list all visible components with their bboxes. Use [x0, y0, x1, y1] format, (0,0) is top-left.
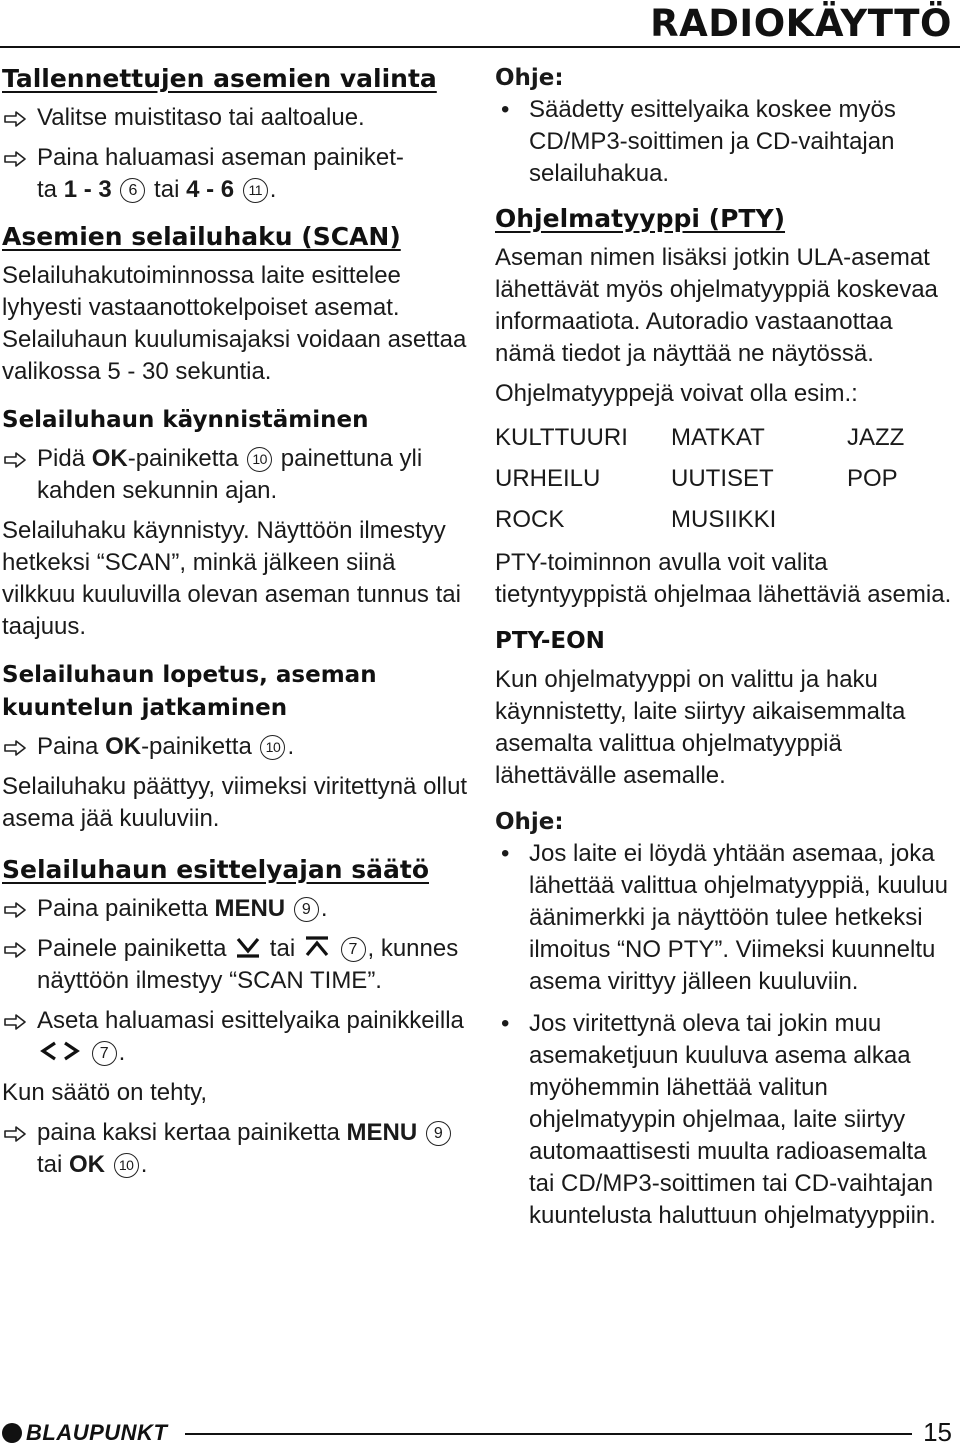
arrow-icon [4, 111, 26, 127]
pty-eon-description: Kun ohjelmatyyppi on valittu ja haku käynnistetty, laite siirtyy aikaisemmalta asemalta valittua ohjelmatyyppiä lähettävälle asemalle. [495, 666, 906, 789]
step-text: Valitse muistitaso tai aaltoalue. [37, 104, 365, 131]
arrow-icon [4, 151, 26, 167]
step-text: . [320, 895, 328, 922]
callout-number: 7 [341, 937, 366, 962]
page-header-title: RADIOKÄYTTÖ [650, 2, 952, 45]
note-list [495, 94, 957, 190]
scan-stop-description: Selailuhaku päättyy, viimeksi viritettynä ollut asema jää kuuluviin. [2, 773, 468, 832]
brand-name: BLAUPUNKT [26, 1420, 168, 1445]
list-item: • Säädetty esittelyaika koskee myös CD/MP3-soittimen ja CD-vaihtajan selailuhakua. [495, 94, 957, 190]
step-text: Aseta haluamasi esittelyaika painikkeilla [37, 1007, 464, 1034]
stored-stations-heading: Tallennettujen asemien valinta [2, 64, 437, 93]
right-column [495, 62, 957, 1244]
callout-number: 9 [426, 1121, 451, 1146]
step-text: . [140, 1151, 148, 1178]
ok-key: OK [69, 1151, 106, 1178]
scan-start-heading: Selailuhaun käynnistäminen [2, 407, 369, 433]
step-text: tai [37, 1151, 70, 1178]
pty-function-text: PTY-toiminnon avulla voit valita tietyntyyppistä ohjelmaa lähettäviä asemia. [495, 549, 952, 608]
step-text: paina kaksi kertaa painiketta [37, 1119, 347, 1146]
preset-keys-1-3: 1 - 3 [63, 176, 112, 203]
table-cell: URHEILU [495, 465, 601, 492]
page-number: 15 [923, 1417, 952, 1447]
pty-examples-intro: Ohjelmatyyppejä voivat olla esim.: [495, 380, 858, 407]
step-text: Paina [37, 733, 106, 760]
table-cell: JAZZ [847, 424, 905, 451]
table-cell: MUSIIKKI [671, 506, 777, 533]
arrow-icon [4, 740, 26, 756]
step-text: painettuna yli kahden sekunnin ajan. [37, 445, 423, 504]
callout-number: 7 [92, 1041, 117, 1066]
scan-heading: Asemien selailuhaku (SCAN) [2, 222, 401, 251]
pty-description: Aseman nimen lisäksi jotkin ULA-asemat lähettävät myös ohjelmatyyppiä koskevaa informaatiota. Autoradio vastaanottaa nämä tiedot ja näyttää ne näytössä. [495, 244, 938, 367]
note-heading: Ohje: [495, 65, 564, 91]
step-text: . [287, 733, 295, 760]
callout-number: 6 [120, 178, 145, 203]
table-row [495, 459, 904, 500]
callout-number: 10 [260, 735, 285, 760]
note-heading: Ohje: [495, 809, 564, 835]
step-press-menu [2, 893, 470, 925]
step-text: ta [37, 176, 64, 203]
step-text: Paina painiketta [37, 895, 215, 922]
up-arrow-key-icon [304, 936, 330, 958]
table-cell: KULTTUURI [495, 424, 628, 451]
callout-number: 9 [294, 897, 319, 922]
note-list [495, 838, 957, 1232]
step-text: tai [147, 176, 187, 203]
menu-key: MENU [214, 895, 286, 922]
callout-number: 10 [114, 1153, 139, 1178]
arrow-icon [4, 452, 26, 468]
after-setting-text: Kun säätö on tehty, [2, 1079, 208, 1106]
step-text: . [118, 1039, 126, 1066]
step-text: tai [263, 935, 302, 962]
step-text: Paina haluamasi aseman painiket- [37, 144, 404, 171]
step-select-memory-level [2, 102, 470, 134]
step-press-preset [2, 142, 470, 206]
step-text: Painele painiketta [37, 935, 234, 962]
arrow-icon [4, 1126, 26, 1142]
scan-time-heading: Selailuhaun esittelyajan säätö [2, 855, 429, 884]
table-cell: POP [847, 465, 898, 492]
list-item: • Jos laite ei löydä yhtään asemaa, joka lähettää valittua ohjelmatyyppiä, kuuluu äänimerkki ja näyttöön tulee hetkeksi ilmoitus “NO PTY”. Viimeksi kuunneltu asema virittyy jälleen kuuluviin. [495, 838, 957, 998]
step-text: -painiketta [127, 445, 246, 472]
table-cell: MATKAT [671, 424, 765, 451]
step-press-ok [2, 731, 470, 763]
scan-description: Selailuhakutoiminnossa laite esittelee lyhyesti vastaanottokelpoiset asemat. Selailuhaun kuulumisajaksi voidaan asettaa valikossa 5 - 30 sekuntia. [2, 262, 467, 385]
step-hold-ok [2, 443, 470, 507]
step-text: -painiketta [141, 733, 259, 760]
step-set-time [2, 1005, 470, 1069]
pty-eon-heading: PTY-EON [495, 628, 605, 654]
step-text: . [269, 176, 277, 203]
left-column [2, 62, 470, 1189]
callout-number: 10 [247, 447, 272, 472]
arrow-icon [4, 942, 26, 958]
table-row [495, 418, 904, 459]
callout-number: 11 [243, 178, 268, 203]
scan-stop-heading: Selailuhaun lopetus, aseman kuuntelun jatkaminen [2, 662, 377, 721]
list-item: • Jos viritettynä oleva tai jokin muu asemaketjuun kuuluva asema alkaa myöhemmin lähettää valitun ohjelmatyypin ohjelmaa, laite siirtyy automaattisesti muulta radioasemalta tai CD/MP3-soittimen tai CD-vaihtajan kuuntelusta haluttuun ohjelmatyyppiin. [495, 1008, 957, 1232]
step-press-up-down [2, 933, 470, 997]
logo-dot-icon [2, 1423, 22, 1443]
scan-start-description: Selailuhaku käynnistyy. Näyttöön ilmestyy hetkeksi “SCAN”, minkä jälkeen siinä vilkkuu kuuluvilla olevan aseman tunnus tai taajuus. [2, 517, 461, 640]
down-arrow-key-icon [235, 936, 261, 958]
header-rule [0, 46, 960, 48]
arrow-icon [4, 902, 26, 918]
pty-heading: Ohjelmatyyppi (PTY) [495, 204, 786, 233]
step-press-menu-twice [2, 1117, 470, 1181]
footer-rule [185, 1433, 912, 1435]
left-right-arrow-keys-icon [39, 1040, 81, 1062]
table-cell: ROCK [495, 506, 565, 533]
step-text: Pidä [37, 445, 92, 472]
table-row [495, 500, 904, 541]
ok-key: OK [91, 445, 128, 472]
arrow-icon [4, 1014, 26, 1030]
ok-key: OK [105, 733, 142, 760]
table-cell [847, 500, 904, 541]
preset-keys-4-6: 4 - 6 [186, 176, 235, 203]
menu-key: MENU [346, 1119, 418, 1146]
pty-types-table [495, 418, 904, 541]
table-cell: UUTISET [671, 465, 774, 492]
brand-logo [2, 1420, 167, 1446]
step-text: , kunnes näyttöön ilmestyy “SCAN TIME”. [37, 935, 459, 994]
